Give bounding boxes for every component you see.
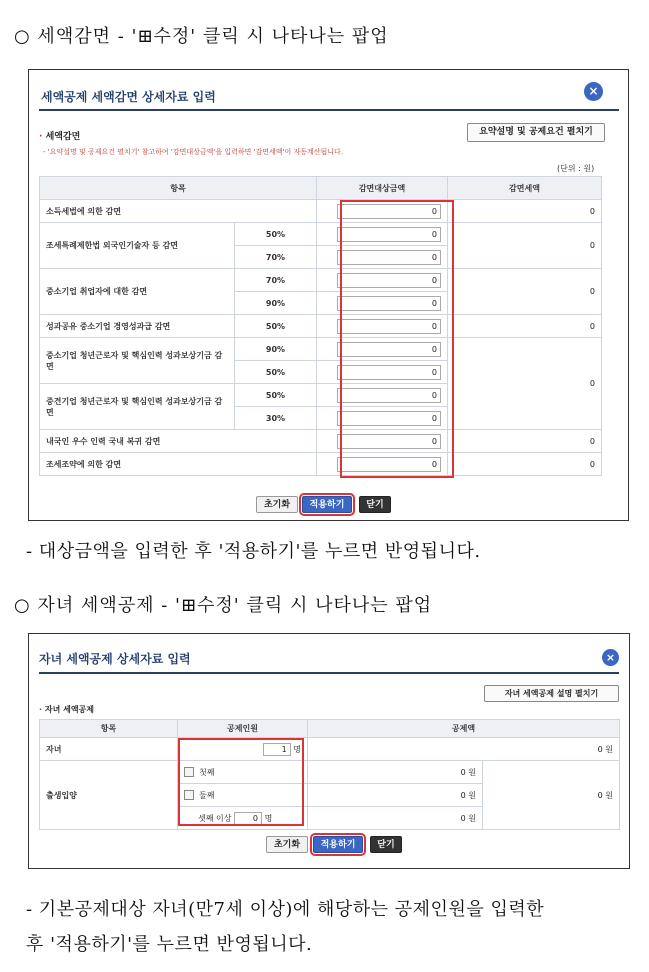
reset-button[interactable]: 초기화 <box>256 496 298 513</box>
header-tax: 감면세액 <box>448 177 602 200</box>
header-item: 항목 <box>40 720 178 738</box>
amount-input[interactable]: 0 <box>337 411 441 426</box>
row-label: 소득세법에 의한 감면 <box>40 200 317 223</box>
reduction-table <box>39 176 602 476</box>
rate-label: 50% <box>235 361 317 384</box>
close-button[interactable]: 닫기 <box>370 836 402 853</box>
popup-title: 세액공제 세액감면 상세자료 입력 <box>41 90 216 104</box>
amount-input[interactable]: 0 <box>337 273 441 288</box>
row-label: 조세조약에 의한 감면 <box>40 453 317 476</box>
tax-value: 0 <box>448 338 602 430</box>
tax-value: 0 <box>448 269 602 315</box>
tax-value: 0 <box>448 430 602 453</box>
section-label: · 세액감면 <box>39 132 81 142</box>
row-label: 중견기업 청년근로자 및 핵심인력 성과보상기금 감면 <box>40 384 235 430</box>
expand-child-button[interactable]: 자녀 세액공제 설명 펼치기 <box>484 685 619 702</box>
tax-value: 0 <box>448 223 602 269</box>
section2-caption-line1: - 기본공제대상 자녀(만7세 이상)에 해당하는 공제인원을 입력한 <box>26 899 545 920</box>
rate-label: 90% <box>235 292 317 315</box>
second-checkbox[interactable] <box>184 790 194 800</box>
first-checkbox[interactable] <box>184 767 194 777</box>
amount-input[interactable]: 0 <box>337 227 441 242</box>
amount-input[interactable]: 0 <box>337 365 441 380</box>
amount-input[interactable]: 0 <box>337 296 441 311</box>
row-label: 중소기업 취업자에 대한 감면 <box>40 269 235 315</box>
third-amount: 0 원 <box>308 807 483 830</box>
rate-label: 30% <box>235 407 317 430</box>
tax-value: 0 <box>448 315 602 338</box>
close-icon[interactable]: × <box>584 82 603 101</box>
amount-input[interactable]: 0 <box>337 457 441 472</box>
second-amount: 0 원 <box>308 784 483 807</box>
section-label: · 자녀 세액공제 <box>39 705 94 714</box>
header-item: 항목 <box>40 177 317 200</box>
child-credit-popup <box>28 633 630 869</box>
first-label: 첫째 <box>199 767 215 777</box>
tax-reduction-popup <box>28 69 629 521</box>
expand-summary-button[interactable]: 요약설명 및 공제요건 펼치기 <box>467 123 605 142</box>
rate-label: 50% <box>235 315 317 338</box>
person-unit: 명 <box>264 813 273 823</box>
third-count-input[interactable]: 0 <box>234 812 262 825</box>
rate-label: 90% <box>235 338 317 361</box>
child-table <box>39 719 620 830</box>
child-count-input[interactable]: 1 <box>263 743 291 756</box>
amount-input[interactable]: 0 <box>337 434 441 449</box>
first-amount: 0 원 <box>308 761 483 784</box>
rate-label: 50% <box>235 384 317 407</box>
amount-input[interactable]: 0 <box>337 342 441 357</box>
second-label: 둘째 <box>199 790 215 800</box>
child-label: 자녀 <box>40 738 178 761</box>
reset-button[interactable]: 초기화 <box>266 836 308 853</box>
row-label: 내국인 우수 인력 국내 복귀 감면 <box>40 430 317 453</box>
section2-caption-line2: 후 '적용하기'를 누르면 반영됩니다. <box>26 934 313 955</box>
section1-heading: ○ 세액감면 - '⊞수정' 클릭 시 나타나는 팝업 <box>14 26 389 47</box>
tax-value: 0 <box>448 453 602 476</box>
section2-heading: ○ 자녀 세액공제 - '⊞수정' 클릭 시 나타나는 팝업 <box>14 595 433 616</box>
rate-label: 70% <box>235 269 317 292</box>
third-label: 셋째 이상 <box>198 813 232 823</box>
header-amount: 감면대상금액 <box>317 177 448 200</box>
unit-label: (단위 : 원) <box>557 164 595 173</box>
adopt-total: 0 원 <box>483 761 620 830</box>
guide-note: - '요약설명 및 공제요건 펼치기' 참고하여 '감면대상금액'을 입력하면 '감면세액'이 자동계산됩니다. <box>43 148 344 156</box>
rate-label: 50% <box>235 223 317 246</box>
close-button[interactable]: 닫기 <box>359 496 391 513</box>
adopt-label: 출생입양 <box>40 761 178 830</box>
apply-button[interactable]: 적용하기 <box>302 496 352 513</box>
popup-title: 자녀 세액공제 상세자료 입력 <box>39 652 191 666</box>
amount-input[interactable]: 0 <box>337 319 441 334</box>
row-label: 조세특례제한법 외국인기술자 등 감면 <box>40 223 235 269</box>
tax-value: 0 <box>448 200 602 223</box>
close-icon[interactable]: × <box>602 649 619 666</box>
header-count: 공제인원 <box>178 720 308 738</box>
section1-caption: - 대상금액을 입력한 후 '적용하기'를 누르면 반영됩니다. <box>26 541 481 562</box>
row-label: 중소기업 청년근로자 및 핵심인력 성과보상기금 감면 <box>40 338 235 384</box>
rate-label: 70% <box>235 246 317 269</box>
title-divider <box>39 109 619 111</box>
apply-button[interactable]: 적용하기 <box>313 836 363 853</box>
amount-input[interactable]: 0 <box>337 250 441 265</box>
title-divider <box>39 672 619 674</box>
row-label: 성과공유 중소기업 경영성과급 감면 <box>40 315 235 338</box>
person-unit: 명 <box>293 744 301 754</box>
amount-input[interactable]: 0 <box>337 204 441 219</box>
amount-input[interactable]: 0 <box>337 388 441 403</box>
child-amount: 0 원 <box>308 738 620 761</box>
header-amount: 공제액 <box>308 720 620 738</box>
